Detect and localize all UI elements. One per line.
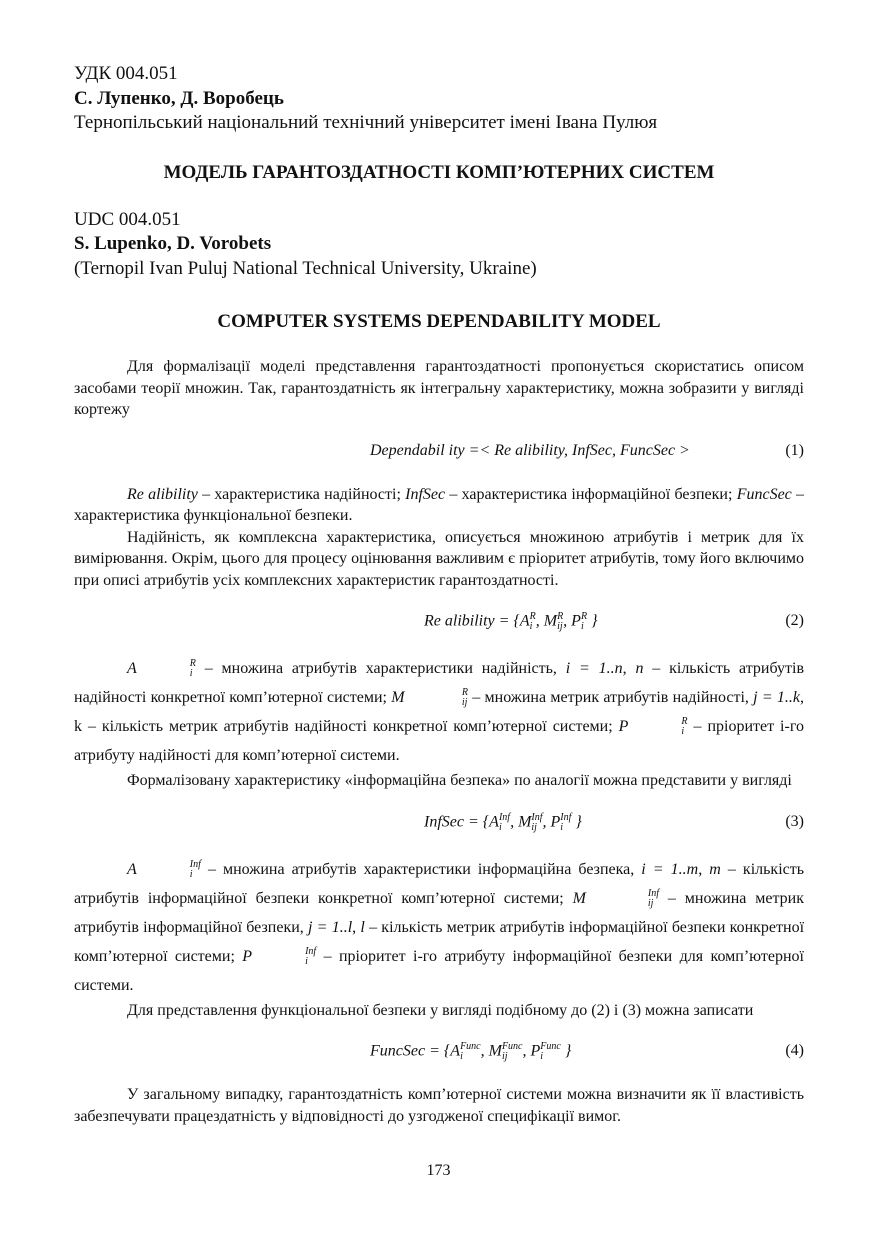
sym-sub: i: [189, 668, 193, 680]
eq-scripts: [557, 612, 563, 632]
sym-sub: i: [189, 868, 193, 880]
text-span: – множина атрибутів характеристики інформаційна безпека,: [200, 860, 642, 878]
eq-sub: i: [580, 621, 584, 632]
eq-sub: i: [540, 1051, 544, 1062]
symbol-m-r: [391, 687, 468, 709]
text-span: – характеристика надійності;: [197, 485, 406, 503]
sym-sup: Inf: [305, 945, 317, 957]
text-span: – множина метрик атрибутів надійності,: [467, 689, 754, 706]
article-page: [74, 62, 804, 1127]
symbol-a-inf: [127, 858, 201, 880]
eq-symbol: A: [489, 813, 499, 831]
text-span: , k – кількість метрик атрибутів надійності конкретної комп’ютерної системи;: [74, 689, 805, 735]
affiliation-en: (Ternopil Ivan Puluj National Technical University, Ukraine): [74, 257, 537, 279]
text-span: ,: [622, 660, 636, 677]
paragraph-2: [74, 484, 804, 527]
sym-scripts: [595, 889, 659, 909]
sym: M: [572, 889, 586, 907]
sym-scripts: [137, 659, 196, 679]
term-realibility: Re alibility: [127, 485, 198, 503]
equation-3: [74, 798, 804, 850]
eq-scripts: [530, 612, 536, 632]
eq-sup: R: [580, 611, 588, 622]
sym-sub: i: [305, 955, 308, 967]
paragraph-7: Для представлення функціональної безпеки у вигляді подібному до (2) і (3) можна записати: [127, 1001, 754, 1019]
var-l: l: [360, 918, 365, 936]
equation-3-number: (3): [785, 812, 804, 830]
text-span: ,: [352, 918, 361, 936]
sym: P: [618, 718, 629, 735]
sym-sup: R: [681, 716, 688, 728]
text-span: – кількість метрик атрибутів інформаційної безпеки конкретної комп’ютерної системи;: [74, 918, 805, 965]
range-i: i = 1..m: [641, 860, 699, 878]
eq-scripts: [560, 813, 571, 833]
paragraph-8: У загальному випадку, гарантоздатність комп’ютерної системи можна визначити як її властивість забезпечувати працездатність у відповідності до узгодженої специфікації вимог.: [74, 1086, 804, 1125]
symbol-a-r: [127, 658, 196, 680]
eq-symbol: P: [571, 612, 581, 630]
eq-text: }: [575, 813, 582, 831]
eq-scripts: [531, 813, 542, 833]
symbol-p-inf: [242, 945, 317, 967]
eq-sup: R: [557, 611, 564, 622]
sym-scripts: [137, 860, 201, 880]
equation-2-formula: Re alibility = {A R i , M R ij , P R i }: [424, 611, 598, 632]
equation-4-number: (4): [785, 1042, 804, 1059]
sym-sup: Inf: [647, 887, 659, 899]
equation-3-formula: InfSec = {A Inf i , M Inf ij , P Inf i }: [424, 811, 582, 833]
var-m: m: [709, 860, 721, 878]
eq-symbol: A: [450, 1042, 461, 1060]
sym-scripts: [252, 947, 316, 967]
eq-scripts: [502, 1042, 523, 1062]
eq-scripts: [460, 1042, 481, 1062]
udc-en: UDC 004.051: [74, 208, 181, 230]
eq-text: FuncSec = {: [370, 1042, 451, 1060]
range-i: i = 1..n: [565, 660, 623, 677]
symbol-m-inf: [572, 887, 659, 909]
eq-symbol: P: [530, 1042, 541, 1060]
eq-sub: i: [560, 821, 564, 833]
eq-scripts: [540, 1042, 561, 1062]
eq-symbol: A: [519, 612, 530, 630]
text-span: – характеристика функціональної безпеки.: [74, 485, 805, 524]
equation-1-number: (1): [785, 441, 804, 459]
text-span: – характеристика інформаційної безпеки;: [445, 485, 737, 503]
eq-text: }: [591, 612, 598, 630]
eq-sup: Inf: [560, 811, 572, 823]
page-number: 173: [426, 1162, 451, 1179]
sym: P: [242, 947, 253, 965]
range-j: j = 1..l: [308, 918, 353, 936]
eq-text: Re alibility = {: [424, 612, 520, 630]
equation-2: [74, 597, 804, 649]
sym: A: [127, 660, 137, 677]
eq-sub: i: [529, 621, 533, 632]
equation-1-formula: Dependabil ity =< Re alibility, InfSec, FuncSec >: [370, 441, 690, 459]
paragraph-4: [74, 654, 804, 770]
sym-sub: i: [681, 726, 685, 738]
eq-sup: Inf: [531, 811, 543, 823]
eq-sup: Func: [540, 1041, 561, 1052]
term-infsec: InfSec: [405, 485, 446, 503]
eq-text: InfSec = {: [424, 813, 490, 831]
paragraph-1: Для формалізації моделі представлення гарантоздатності пропонується скористатись описом засобами теорії множин. Так, гарантоздатність як інтегральну характеристику, можна зобразити у вигляді кортежу: [74, 358, 804, 418]
sym-sub: ij: [461, 697, 468, 709]
eq-text: }: [564, 1042, 572, 1060]
authors-ua: С. Лупенко, Д. Воробець: [74, 87, 284, 109]
eq-sup: Inf: [498, 811, 511, 823]
var-n: n: [635, 660, 644, 677]
affiliation-ua: Тернопільський національний технічний університет імені Івана Пулюя: [74, 112, 658, 133]
sym: A: [127, 860, 137, 878]
paragraph-6: [74, 855, 804, 1000]
sym-sup: R: [461, 687, 468, 699]
paragraph-5: Формалізовану характеристику «інформаційна безпека» по аналогії можна представити у вигляді: [127, 772, 792, 789]
text-span: – кількість атрибутів інформаційної безпеки конкретної комп’ютерної системи;: [74, 860, 805, 907]
eq-sub: ij: [531, 821, 537, 833]
sym-scripts: [409, 688, 468, 708]
eq-sup: R: [529, 611, 536, 622]
text-span: ,: [698, 860, 710, 878]
eq-sub: i: [498, 821, 502, 833]
eq-scripts: [499, 813, 510, 833]
eq-sub: i: [460, 1051, 463, 1062]
term-funcsec: FuncSec: [736, 485, 792, 503]
eq-symbol: M: [518, 813, 532, 831]
sym: M: [391, 689, 405, 706]
equation-4-formula: FuncSec = {A Func i , M Func ij , P Func i }: [370, 1041, 572, 1062]
eq-sup: Func: [501, 1041, 523, 1052]
eq-symbol: M: [543, 612, 558, 630]
eq-sub: ij: [557, 621, 563, 632]
authors-en: S. Lupenko, D. Vorobets: [74, 233, 272, 254]
sym-sup: Inf: [189, 858, 201, 870]
equation-1: [74, 427, 804, 479]
symbol-p-r: [618, 716, 688, 738]
range-j: j = 1..k: [753, 689, 801, 706]
equation-2-number: (2): [785, 612, 804, 629]
eq-scripts: [581, 612, 587, 632]
sym-sub: ij: [647, 897, 654, 909]
paragraph-3: Надійність, як комплексна характеристика, описується множиною атрибутів і метрик для їх вимірювання. Окрім, цього для процесу оцінювання важливим є пріоритет атрибутів, тому його включимо при описі атрибутів усіх комплексних характеристик гарантоздатності.: [74, 528, 804, 589]
eq-symbol: M: [488, 1042, 502, 1060]
title-en: COMPUTER SYSTEMS DEPENDABILITY MODEL: [217, 311, 661, 332]
equation-4: [74, 1027, 804, 1079]
sym-scripts: [628, 717, 687, 737]
text-span: – множина метрик атрибутів інформаційної безпеки,: [74, 889, 804, 936]
eq-sup: Func: [460, 1041, 481, 1052]
eq-sub: ij: [501, 1051, 508, 1062]
eq-symbol: P: [550, 813, 561, 831]
title-ua: МОДЕЛЬ ГАРАНТОЗДАТНОСТІ КОМП’ЮТЕРНИХ СИСТЕМ: [163, 161, 715, 183]
udc-ua: УДК 004.051: [74, 63, 178, 84]
text-span: – кількість атрибутів надійності конкретної комп’ютерної системи;: [74, 660, 804, 706]
sym-sup: R: [189, 658, 196, 670]
text-span: – пріоритет і-го атрибуту надійності для комп’ютерної системи.: [74, 718, 804, 764]
text-span: – множина атрибутів характеристики надійність,: [195, 660, 566, 677]
text-span: – пріоритет і-го атрибуту інформаційної безпеки для комп’ютерної системи.: [74, 947, 805, 994]
